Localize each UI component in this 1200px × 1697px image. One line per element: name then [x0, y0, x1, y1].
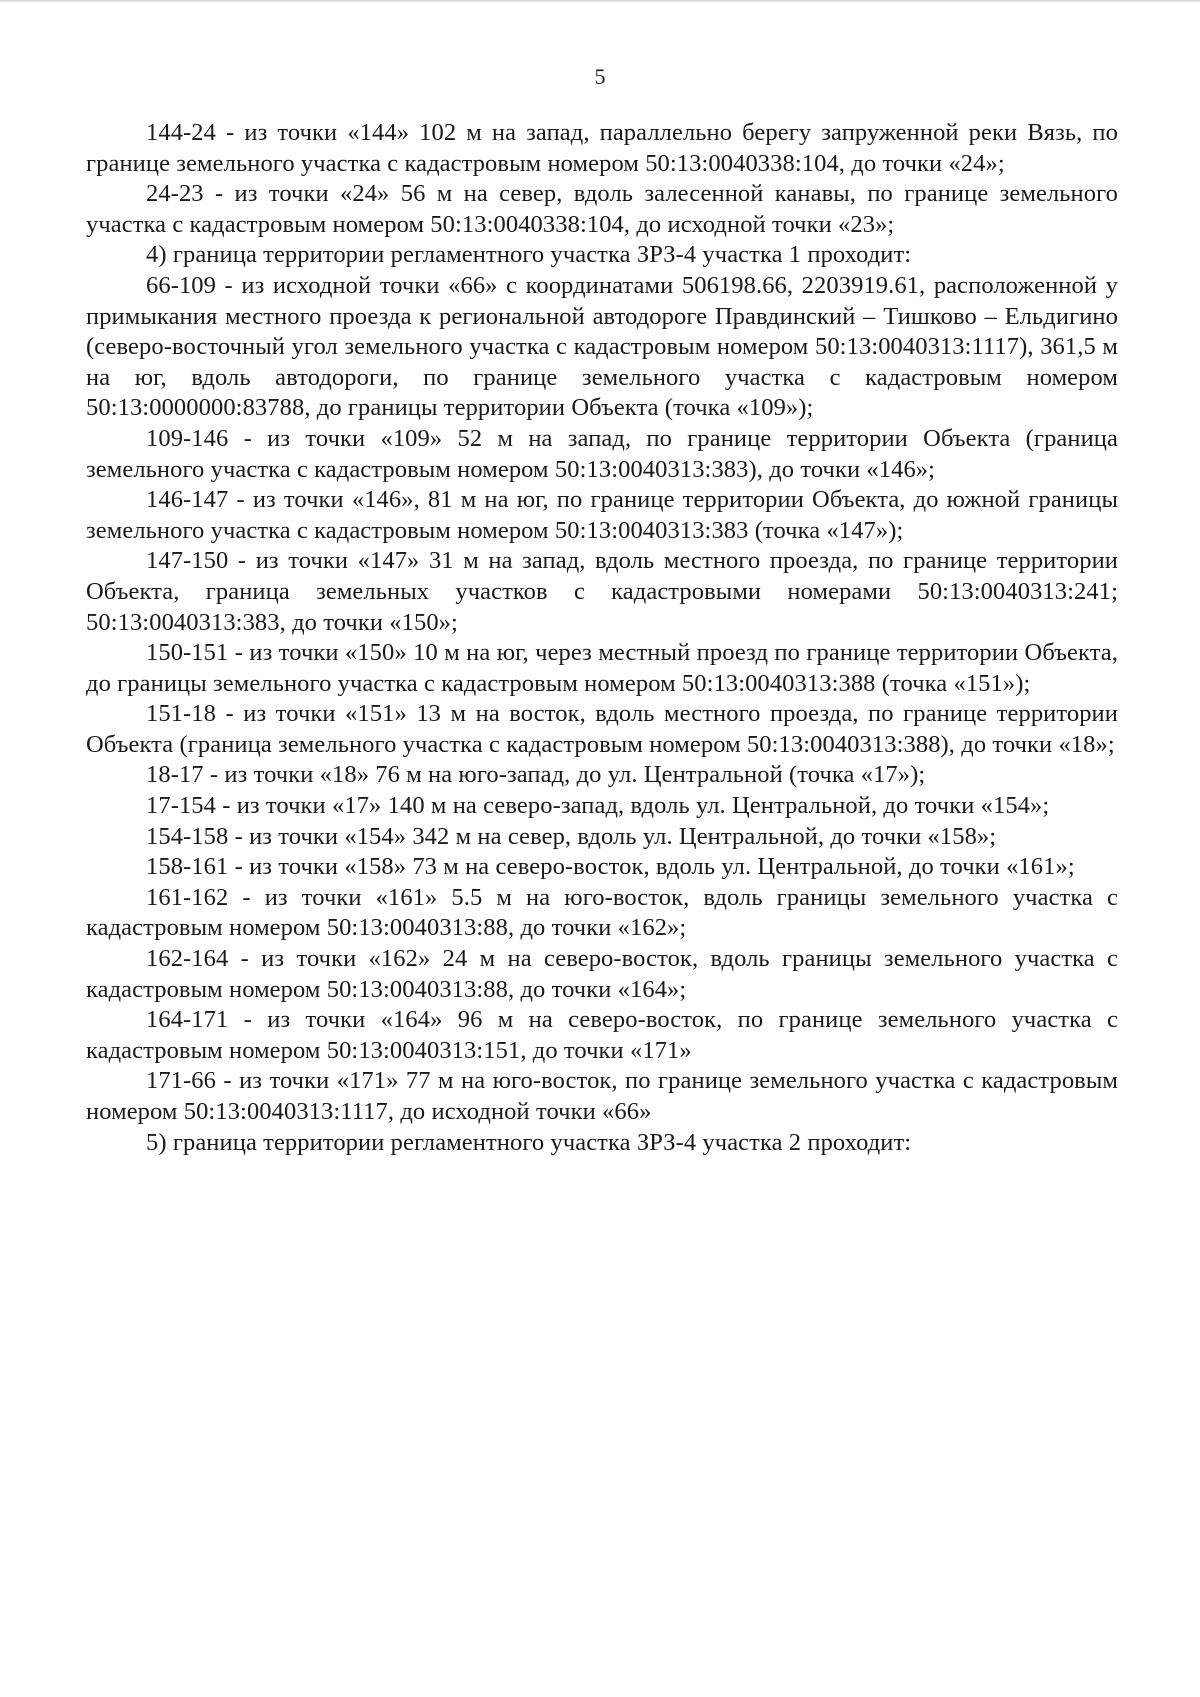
document-body: [86, 118, 1118, 1158]
paragraph-17-154: 17-154 - из точки «17» 140 м на северо-запад, вдоль ул. Центральной, до точки «154»;: [146, 792, 1050, 820]
section-heading-4: 4) граница территории регламентного участка ЗРЗ-4 участка 1 проходит:: [146, 241, 912, 269]
page-number: 5: [594, 64, 606, 89]
paragraph-150-151: 150-151 - из точки «150» 10 м на юг, через местный проезд по границе территории Объекта, до границы земельного участка с кадастровым номером 50:13:0040313:388 (точка «151»);: [86, 639, 1118, 697]
paragraph-171-66: 171-66 - из точки «171» 77 м на юго-восток, по границе земельного участка с кадастровым номером 50:13:0040313:1117, до исходной точки «66»: [86, 1067, 1118, 1125]
scan-edge: [0, 0, 1200, 3]
paragraph-146-147: 146-147 - из точки «146», 81 м на юг, по границе территории Объекта, до южной границы земельного участка с кадастровым номером 50:13:0040313:383 (точка «147»);: [86, 486, 1118, 544]
paragraph-161-162: 161-162 - из точки «161» 5.5 м на юго-восток, вдоль границы земельного участка с кадастровым номером 50:13:0040313:88, до точки «162»;: [86, 883, 1118, 942]
paragraph-24-23: 24-23 - из точки «24» 56 м на север, вдоль залесенной канавы, по границе земельного участка с кадастровым номером 50:13:0040338:104, до исходной точки «23»;: [86, 180, 1118, 238]
paragraph-144-24: 144-24 - из точки «144» 102 м на запад, параллельно берегу запруженной реки Вязь, по границе земельного участка с кадастровым номером 50:13:0040338:104, до точки «24»;: [86, 119, 1118, 177]
section-heading-5: 5) граница территории регламентного участка ЗРЗ-4 участка 2 проходит:: [146, 1128, 912, 1156]
paragraph-164-171: 164-171 - из точки «164» 96 м на северо-восток, по границе земельного участка с кадастровым номером 50:13:0040313:151, до точки «171»: [86, 1006, 1118, 1064]
paragraph-18-17: 18-17 - из точки «18» 76 м на юго-запад, до ул. Центральной (точка «17»);: [146, 761, 926, 789]
paragraph-151-18: 151-18 - из точки «151» 13 м на восток, вдоль местного проезда, по границе территории Объекта (граница земельного участка с кадастровым номером 50:13:0040313:388), до точки «18»;: [86, 700, 1118, 758]
paragraph-109-146: 109-146 - из точки «109» 52 м на запад, по границе территории Объекта (граница земельного участка с кадастровым номером 50:13:0040313:383), до точки «146»;: [86, 424, 1118, 483]
paragraph-147-150: 147-150 - из точки «147» 31 м на запад, вдоль местного проезда, по границе территории Объекта, граница земельных участков с кадастровыми номерами 50:13:0040313:241; 50:13:0040313:383, до точки «150»;: [86, 547, 1118, 636]
paragraph-154-158: 154-158 - из точки «154» 342 м на север, вдоль ул. Центральной, до точки «158»;: [146, 822, 997, 850]
paragraph-162-164: 162-164 - из точки «162» 24 м на северо-восток, вдоль границы земельного участка с кадастровым номером 50:13:0040313:88, до точки «164»;: [86, 945, 1118, 1003]
paragraph-158-161: 158-161 - из точки «158» 73 м на северо-восток, вдоль ул. Центральной, до точки «161»;: [146, 853, 1075, 881]
paragraph-66-109: 66-109 - из исходной точки «66» с координатами 506198.66, 2203919.61, расположенной у примыкания местного проезда к региональной автодороге Правдинский – Тишково – Ельдигино (северо-восточный угол земельного участка с кадастровым номером 50:13:0040313:1117), 361,5 м на юг, вдоль автодороги, по границе земельного участка с кадастровым номером 50:13:0000000:83788, до границы территории Объекта (точка «109»);: [86, 271, 1118, 422]
